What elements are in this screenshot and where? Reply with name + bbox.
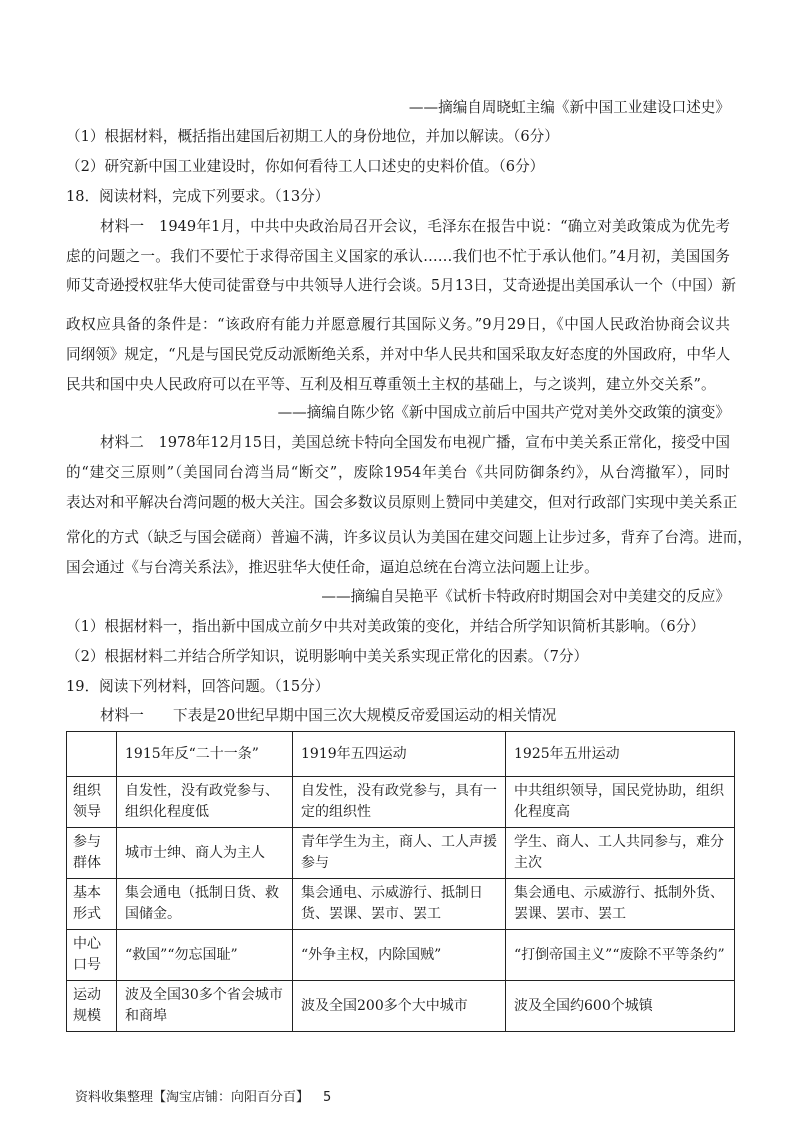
material-1-source: ——摘编自陈少铭《新中国成立前后中国共产党对美外交政策的演变》 (277, 404, 730, 421)
material-1-line: 民共和国中央人民政府可以在平等、互利及相互尊重领土主权的基础上，与之谈判，建立外交关系”。 (66, 376, 716, 393)
question-17-2: （2）研究新中国工业建设时，你如何看待工人口述史的史料价值。（6分） (66, 158, 545, 175)
row-label: 参与群体 (67, 828, 117, 879)
material-1-line: 师艾奇逊授权驻华大使司徒雷登与中共领导人进行会谈。5月13日，艾奇逊提出美国承认一个（中国）新 (66, 277, 736, 294)
material-2-source: ——摘编自吴艳平《试析卡特政府时期国会对中美建交的反应》 (321, 588, 730, 605)
table-header-cell: 1919年五四运动 (293, 732, 506, 777)
question-17-1: （1）根据材料，概括指出建国后初期工人的身份地位，并加以解读。（6分） (66, 128, 559, 145)
material-2-line: 材料二 1978年12月15日，美国总统卡特向全国发布电视广播，宣布中美关系正常化，接受中国 (100, 434, 730, 451)
table-cell: “救国”“勿忘国耻” (117, 930, 293, 981)
table-cell: 波及全国30多个省会城市和商埠 (117, 981, 293, 1032)
footer-text: 资料收集整理【淘宝店铺：向阳百分百】 (75, 1090, 310, 1105)
material-1-line: 政权应具备的条件是：“该政府有能力并愿意履行其国际义务。”9月29日，《中国人民政治协商会议共 (66, 316, 730, 333)
table-cell: 自发性，没有政党参与、组织化程度低 (117, 777, 293, 828)
table-cell: 学生、商人、工人共同参与，难分主次 (506, 828, 735, 879)
table-header-cell (67, 732, 117, 777)
question-18-heading: 18．阅读材料，完成下列要求。（13分） (66, 188, 330, 205)
material-2-line: 国会通过《与台湾关系法》，推迟驻华大使任命，逼迫总统在台湾立法问题上让步。 (66, 559, 599, 576)
table-row (67, 930, 735, 981)
table-cell: 集会通电、示威游行、抵制外货、罢课、罢市、罢工 (506, 879, 735, 930)
table-cell: “外争主权，内除国贼” (293, 930, 506, 981)
page-number: 5 (323, 1090, 332, 1105)
row-label: 基本形式 (67, 879, 117, 930)
question-19-heading: 19．阅读下列材料，回答问题。（15分） (66, 678, 330, 695)
table-header-cell: 1925年五卅运动 (506, 732, 735, 777)
source-citation: ——摘编自周晓虹主编《新中国工业建设口述史》 (408, 99, 730, 116)
table-cell: 自发性，没有政党参与，具有一定的组织性 (293, 777, 506, 828)
material-2-line: 常化的方式（缺乏与国会磋商）普遍不满，许多议员认为美国在建交问题上让步过多，背弃了台湾。进而， (66, 529, 752, 546)
question-18-1: （1）根据材料一，指出新中国成立前夕中共对美政策的变化，并结合所学知识简析其影响。（6分） (66, 618, 705, 635)
table-cell: 集会通电、示威游行、抵制日货、罢课、罢市、罢工 (293, 879, 506, 930)
table-row (67, 981, 735, 1032)
material-1-line: 同纲领》规定，“凡是与国民党反动派断绝关系，并对中华人民共和国采取友好态度的外国政府，中华人 (66, 346, 731, 363)
table-cell: 波及全国约600个城镇 (506, 981, 735, 1032)
material-2-line: 的“建交三原则”（美国同台湾当局“断交”，废除1954年美台《共同防御条约》，从台湾撤军），同时 (66, 464, 730, 481)
row-label: 运动规模 (67, 981, 117, 1032)
question-19-material-intro: 材料一 下表是20世纪早期中国三次大规模反帝爱国运动的相关情况 (100, 707, 557, 724)
material-1-line: 材料一 1949年1月，中共中央政治局召开会议，毛泽东在报告中说：“确立对美政策成为优先考 (100, 218, 730, 235)
table-cell: “打倒帝国主义”“废除不平等条约” (506, 930, 735, 981)
material-2-line: 表达对和平解决台湾问题的极大关注。国会多数议员原则上赞同中美建交，但对行政部门实现中美关系正 (66, 494, 738, 511)
table-header-row (67, 732, 735, 777)
movements-table (66, 731, 735, 1032)
page-footer (75, 1086, 331, 1105)
row-label: 中心口号 (67, 930, 117, 981)
question-18-2: （2）根据材料二并结合所学知识，说明影响中美关系实现正常化的因素。（7分） (66, 648, 589, 665)
table-cell: 波及全国200多个大中城市 (293, 981, 506, 1032)
table-cell: 集会通电（抵制日货、救国储金。 (117, 879, 293, 930)
table-cell: 中共组织领导，国民党协助，组织化程度高 (506, 777, 735, 828)
table-row (67, 777, 735, 828)
table-header-cell: 1915年反“二十一条” (117, 732, 293, 777)
table-row (67, 879, 735, 930)
material-1-line: 虑的问题之一。我们不要忙于求得帝国主义国家的承认……我们也不忙于承认他们。”4月初，美国国务 (66, 248, 730, 265)
table-row (67, 828, 735, 879)
table-cell: 青年学生为主，商人、工人声援参与 (293, 828, 506, 879)
row-label: 组织领导 (67, 777, 117, 828)
table-cell: 城市士绅、商人为主人 (117, 828, 293, 879)
